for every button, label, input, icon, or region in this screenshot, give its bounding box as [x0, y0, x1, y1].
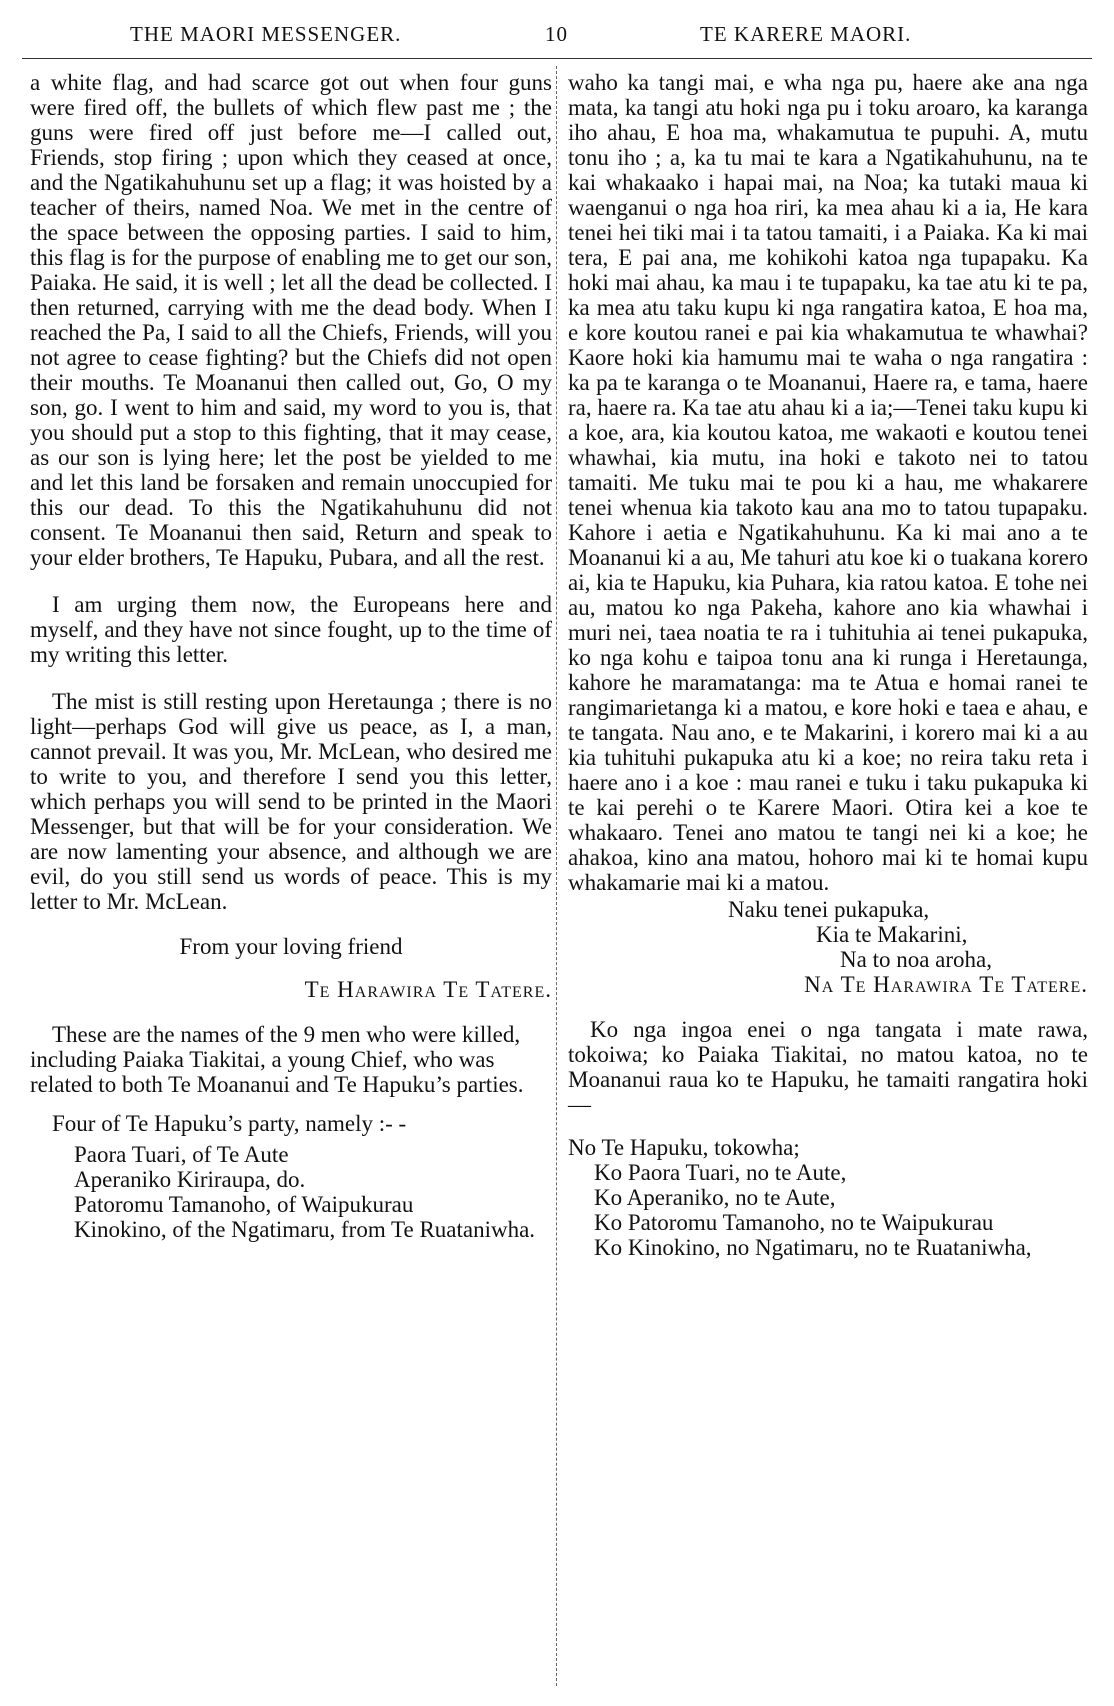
- english-column: [30, 70, 552, 1242]
- list-item: Paora Tuari, of Te Aute: [74, 1142, 289, 1167]
- list-item: Aperaniko Kiriraupa, do.: [74, 1167, 306, 1192]
- list-item: Ko Paora Tuari, no te Aute,: [594, 1160, 847, 1185]
- list-item: Patoromu Tamanoho, of Waipukurau: [74, 1192, 414, 1217]
- english-paragraph-2: I am urging them now, the Europeans here and myself, and they have not since fought, up to the time of my writing this letter.: [30, 592, 552, 667]
- maori-column: [568, 70, 1088, 1260]
- maori-names-list: [594, 1160, 1088, 1260]
- maori-paragraph-1: waho ka tangi mai, e wha nga pu, haere ake ana nga mata, ka tangi atu hoki nga pu i toku aroaro, ka karanga iho ahau, E hoa ma, whakamutua te pupuhi. A, mutu tonu iho ; a, ka tu mai te kara a Ngatikahuhunu, na te kai whakaako i hapai mai, na Noa; ka tutaki maua ki waenganui o nga hoa riri, ka mea ahau ki a ia, He kara tenei hei tiki mai i ta tatou tamaiti, i a Paiaka. Ka ki mai tera, E pai ana, me kohikohi katoa nga tupapaku. Ka hoki mai ahau, ka mau i te tupapaku, ka tae atu ki te pa, ka mea atu taku kupu ki nga rangatira katoa, E hoa ma, e kore koutou ranei e pai kia whakamutua te whawhai? Kaore hoki kia hamumu mai te waha o nga rangatira : ka pa te karanga o te Moananui, Haere ra, e tama, haere ra, haere ra. Ka tae atu ahau ki a ia;—Tenei taku kupu ki a koe, ara, kia koutou katoa, me wakaoti e koutou tenei whawhai, kia mutu, ina hoki e takoto nei to tatou tamaiti. Me tuku mai te pou ki a hau, me whakarere tenei whenua kia takoto kau ana mo to tatou tupapaku. Kahore i aetia e Ngatikahuhunu. Ka ki mai ano a te Moananui ki a au, Me tahuri atu koe ki o tuakana korero ai, kia te Hapuku, kia Puhara, kia ratou katoa. E tohe nei au, matou ko nga Pakeha, kahore ano kia whawhai i muri nei, taea noatia te ra i tuhituhia ai tenei pukapuka, ko nga kohu e taipoa tonu ana ki runga i Heretaunga, kahore he maramatanga: ma te Atua e homai ranei te rangimarietanga ki a matou, e kore hoki e taea e ahau, e te tangata. Nau ano, e te Makarini, i korero mai ki a au kia tuhituhi pukapuka atu ki a koe; no reira taku reta i haere ano i a koe : mau ranei e tuku i taku pukapuka ki te kai perehi o te Karere Maori. Otira kei a koe te whakaaro. Tenei ano matou te tangi nei ki a koe; he ahakoa, kino ana matou, hohoro mai ki te homai kupu whakamarie mai ki a matou.: [568, 70, 1088, 895]
- english-names-list: [74, 1142, 552, 1242]
- english-closing: From your loving friend: [179, 934, 403, 959]
- maori-party-intro: No Te Hapuku, tokowha;: [568, 1135, 800, 1160]
- english-masthead: THE MAORI MESSENGER.: [130, 22, 402, 46]
- list-item: Ko Kinokino, no Ngatimaru, no te Ruataniwha,: [594, 1235, 1032, 1260]
- maori-signature: Na Te Harawira Te Tatere.: [804, 972, 1088, 997]
- list-item: Kinokino, of the Ngatimaru, from Te Ruataniwha.: [74, 1217, 536, 1242]
- maori-sign-line-2: Kia te Makarini,: [816, 922, 968, 947]
- header-rule: [22, 58, 1092, 59]
- english-signature: Te Harawira Te Tatere.: [304, 977, 552, 1002]
- english-names-intro: These are the names of the 9 men who were killed, including Paiaka Tiakitai, a young Chief, who was related to both Te Moananui and Te Hapuku’s parties.: [30, 1022, 524, 1097]
- english-paragraph-1: a white flag, and had scarce got out when four guns were fired off, the bullets of which flew past me ; the guns were fired off just before me—I called out, Friends, stop firing ; upon which they ceased at once, and the Ngatikahuhunu set up a flag; it was hoisted by a teacher of theirs, named Noa. We met in the centre of the space between the opposing parties. I said to him, this flag is for the purpose of enabling me to get our son, Paiaka. He said, it is well ; let all the dead be collected. I then returned, carrying with me the dead body. When I reached the Pa, I said to all the Chiefs, Friends, will you not agree to cease fighting? but the Chiefs did not open their mouths. Te Moananui then called out, Go, O my son, go. I went to him and said, my word to you is, that you should put a stop to this fighting, that it may cease, as our son is lying here; let the post be yielded to me and let this land be forsaken and remain unoccupied for this our dead. To this the Ngatikahuhunu did not consent. Te Moananui then said, Return and speak to your elder brothers, Te Hapuku, Pubara, and all the rest.: [30, 70, 552, 570]
- list-item: Ko Aperaniko, no te Aute,: [594, 1185, 836, 1210]
- english-party-intro: Four of Te Hapuku’s party, namely :- -: [52, 1111, 407, 1136]
- list-item: Ko Patoromu Tamanoho, no te Waipukurau: [594, 1210, 994, 1235]
- maori-sign-line-3: Na to noa aroha,: [840, 947, 992, 972]
- page-number: 10: [545, 22, 568, 46]
- maori-sign-line-1: Naku tenei pukapuka,: [728, 897, 930, 922]
- maori-names-intro: Ko nga ingoa enei o nga tangata i mate rawa, tokoiwa; ko Paiaka Tiakitai, no matou katoa, no te Moananui raua ko te Hapuku, he tamaiti rangatira hoki—: [568, 1017, 1088, 1117]
- english-paragraph-3: The mist is still resting upon Heretaunga ; there is no light—perhaps God will give us peace, as I, a man, cannot prevail. It was you, Mr. McLean, who desired me to write to you, and therefore I send you this letter, which perhaps you will send to be printed in the Maori Messenger, but that will be for your consideration. We are now lamenting your absence, and although we are evil, do you still send us words of peace. This is my letter to Mr. McLean.: [30, 689, 552, 914]
- column-divider: [556, 66, 557, 1686]
- maori-masthead: TE KARERE MAORI.: [700, 22, 912, 46]
- page-header: [0, 22, 1114, 62]
